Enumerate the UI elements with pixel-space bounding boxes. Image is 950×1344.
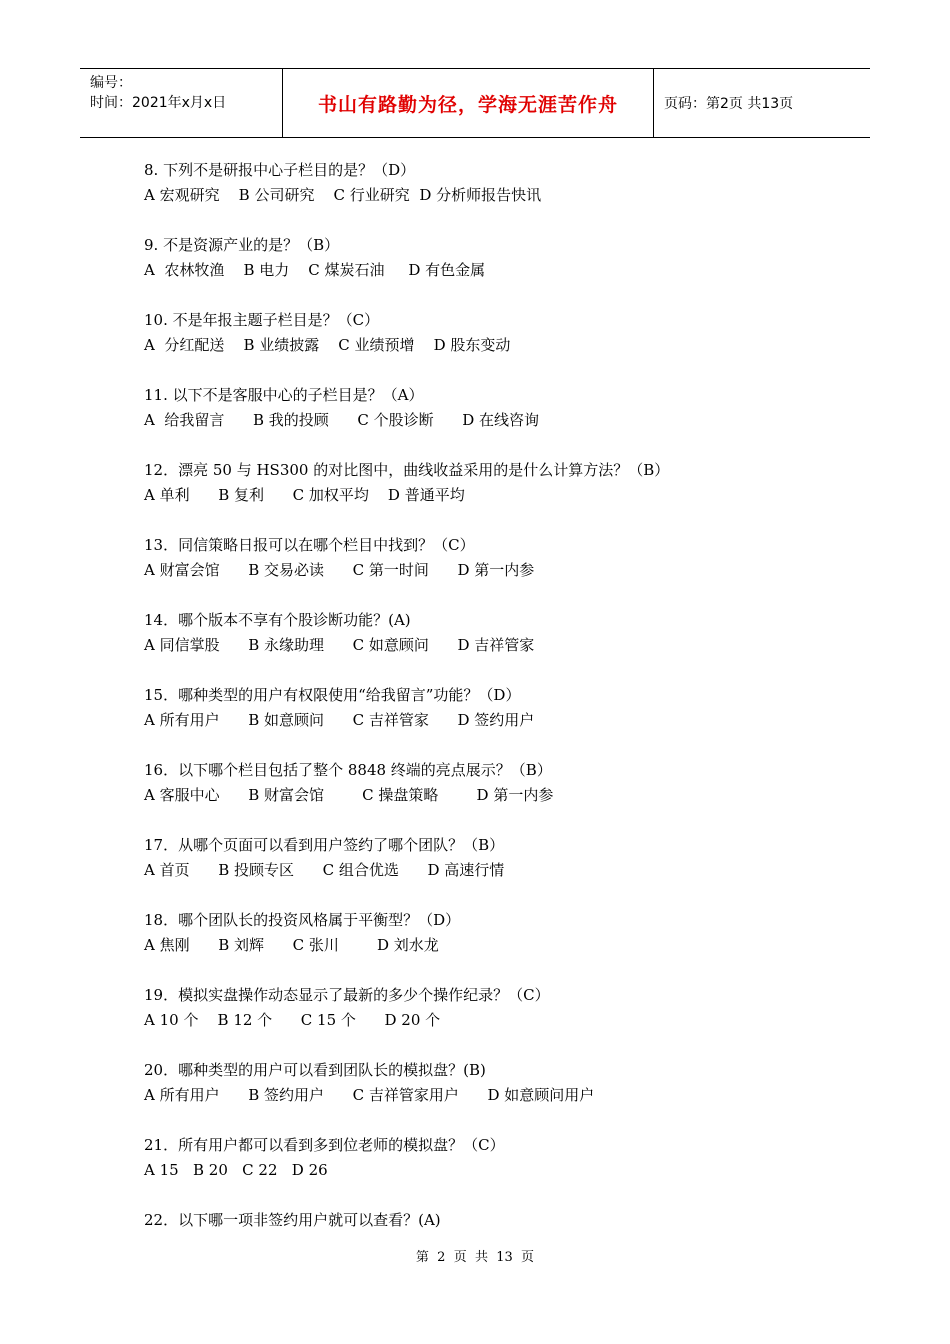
question-text: 11. 以下不是客服中心的子栏目是？（A） <box>144 386 424 404</box>
header-left-cell <box>80 69 282 137</box>
answer-options: A 15 B 20 C 22 D 26 <box>144 1161 328 1179</box>
answer-options: A 首页 B 投顾专区 C 组合优选 D 高速行情 <box>144 861 505 879</box>
question-item <box>144 1208 844 1233</box>
header-page-info: 页码：第2页 共13页 <box>664 96 794 112</box>
question-text: 10. 不是年报主题子栏目是？（C） <box>144 311 380 329</box>
question-item <box>144 683 844 733</box>
question-text: 18．哪个团队长的投资风格属于平衡型？（D） <box>144 911 461 929</box>
question-text: 12．漂亮 50 与 HS300 的对比图中，曲线收益采用的是什么计算方法？（B） <box>144 461 670 479</box>
question-item <box>144 458 844 508</box>
answer-options: A 客服中心 B 财富会馆 C 操盘策略 D 第一内参 <box>144 786 554 804</box>
header-motto: 书山有路勤为径，学海无涯苦作舟 <box>282 69 654 137</box>
question-text: 14．哪个版本不享有个股诊断功能？(A) <box>144 611 411 629</box>
question-text: 19．模拟实盘操作动态显示了最新的多少个操作纪录？（C） <box>144 986 550 1004</box>
question-item <box>144 608 844 658</box>
answer-options: A 给我留言 B 我的投顾 C 个股诊断 D 在线咨询 <box>144 411 540 429</box>
answer-options: A 10 个 B 12 个 C 15 个 D 20 个 <box>144 1011 441 1029</box>
question-item <box>144 233 844 283</box>
question-item <box>144 983 844 1033</box>
answer-options: A 焦刚 B 刘辉 C 张川 D 刘水龙 <box>144 936 439 954</box>
question-text: 8. 下列不是研报中心子栏目的是？（D） <box>144 161 416 179</box>
footer-page-number: 第 2 页 共 13 页 <box>415 1250 535 1265</box>
answer-options: A 所有用户 B 如意顾问 C 吉祥管家 D 签约用户 <box>144 711 535 729</box>
question-text: 17．从哪个页面可以看到用户签约了哪个团队？（B） <box>144 836 505 854</box>
question-item <box>144 758 844 808</box>
answer-options: A 单利 B 复利 C 加权平均 D 普通平均 <box>144 486 465 504</box>
answer-options: A 财富会馆 B 交易必读 C 第一时间 D 第一内参 <box>144 561 535 579</box>
question-item <box>144 1058 844 1108</box>
question-text: 13．同信策略日报可以在哪个栏目中找到？（C） <box>144 536 475 554</box>
question-text: 16．以下哪个栏目包括了整个 8848 终端的亮点展示？（B） <box>144 761 552 779</box>
question-item <box>144 533 844 583</box>
question-item <box>144 833 844 883</box>
answer-options: A 所有用户 B 签约用户 C 吉祥管家用户 D 如意顾问用户 <box>144 1086 595 1104</box>
question-item <box>144 908 844 958</box>
question-text: 21．所有用户都可以看到多到位老师的模拟盘？（C） <box>144 1136 505 1154</box>
answer-options: A 分红配送 B 业绩披露 C 业绩预增 D 股东变动 <box>144 336 511 354</box>
question-item <box>144 383 844 433</box>
answer-options: A 农林牧渔 B 电力 C 煤炭石油 D 有色金属 <box>144 261 486 279</box>
question-text: 15．哪种类型的用户有权限使用“给我留言”功能？（D） <box>144 686 521 704</box>
question-item <box>144 308 844 358</box>
question-text: 20．哪种类型的用户可以看到团队长的模拟盘？(B) <box>144 1061 486 1079</box>
document-time-label: 时间：2021年x月x日 <box>90 95 227 111</box>
question-item <box>144 1133 844 1183</box>
question-text: 9. 不是资源产业的是？（B） <box>144 236 340 254</box>
page-footer <box>0 1246 950 1265</box>
document-number-label: 编号： <box>90 75 132 91</box>
question-list <box>144 158 844 1258</box>
question-text: 22．以下哪一项非签约用户就可以查看？(A) <box>144 1211 441 1229</box>
answer-options: A 宏观研究 B 公司研究 C 行业研究 D 分析师报告快讯 <box>144 186 542 204</box>
page-header <box>80 68 870 138</box>
question-item <box>144 158 844 208</box>
answer-options: A 同信掌股 B 永缘助理 C 如意顾问 D 吉祥管家 <box>144 636 535 654</box>
